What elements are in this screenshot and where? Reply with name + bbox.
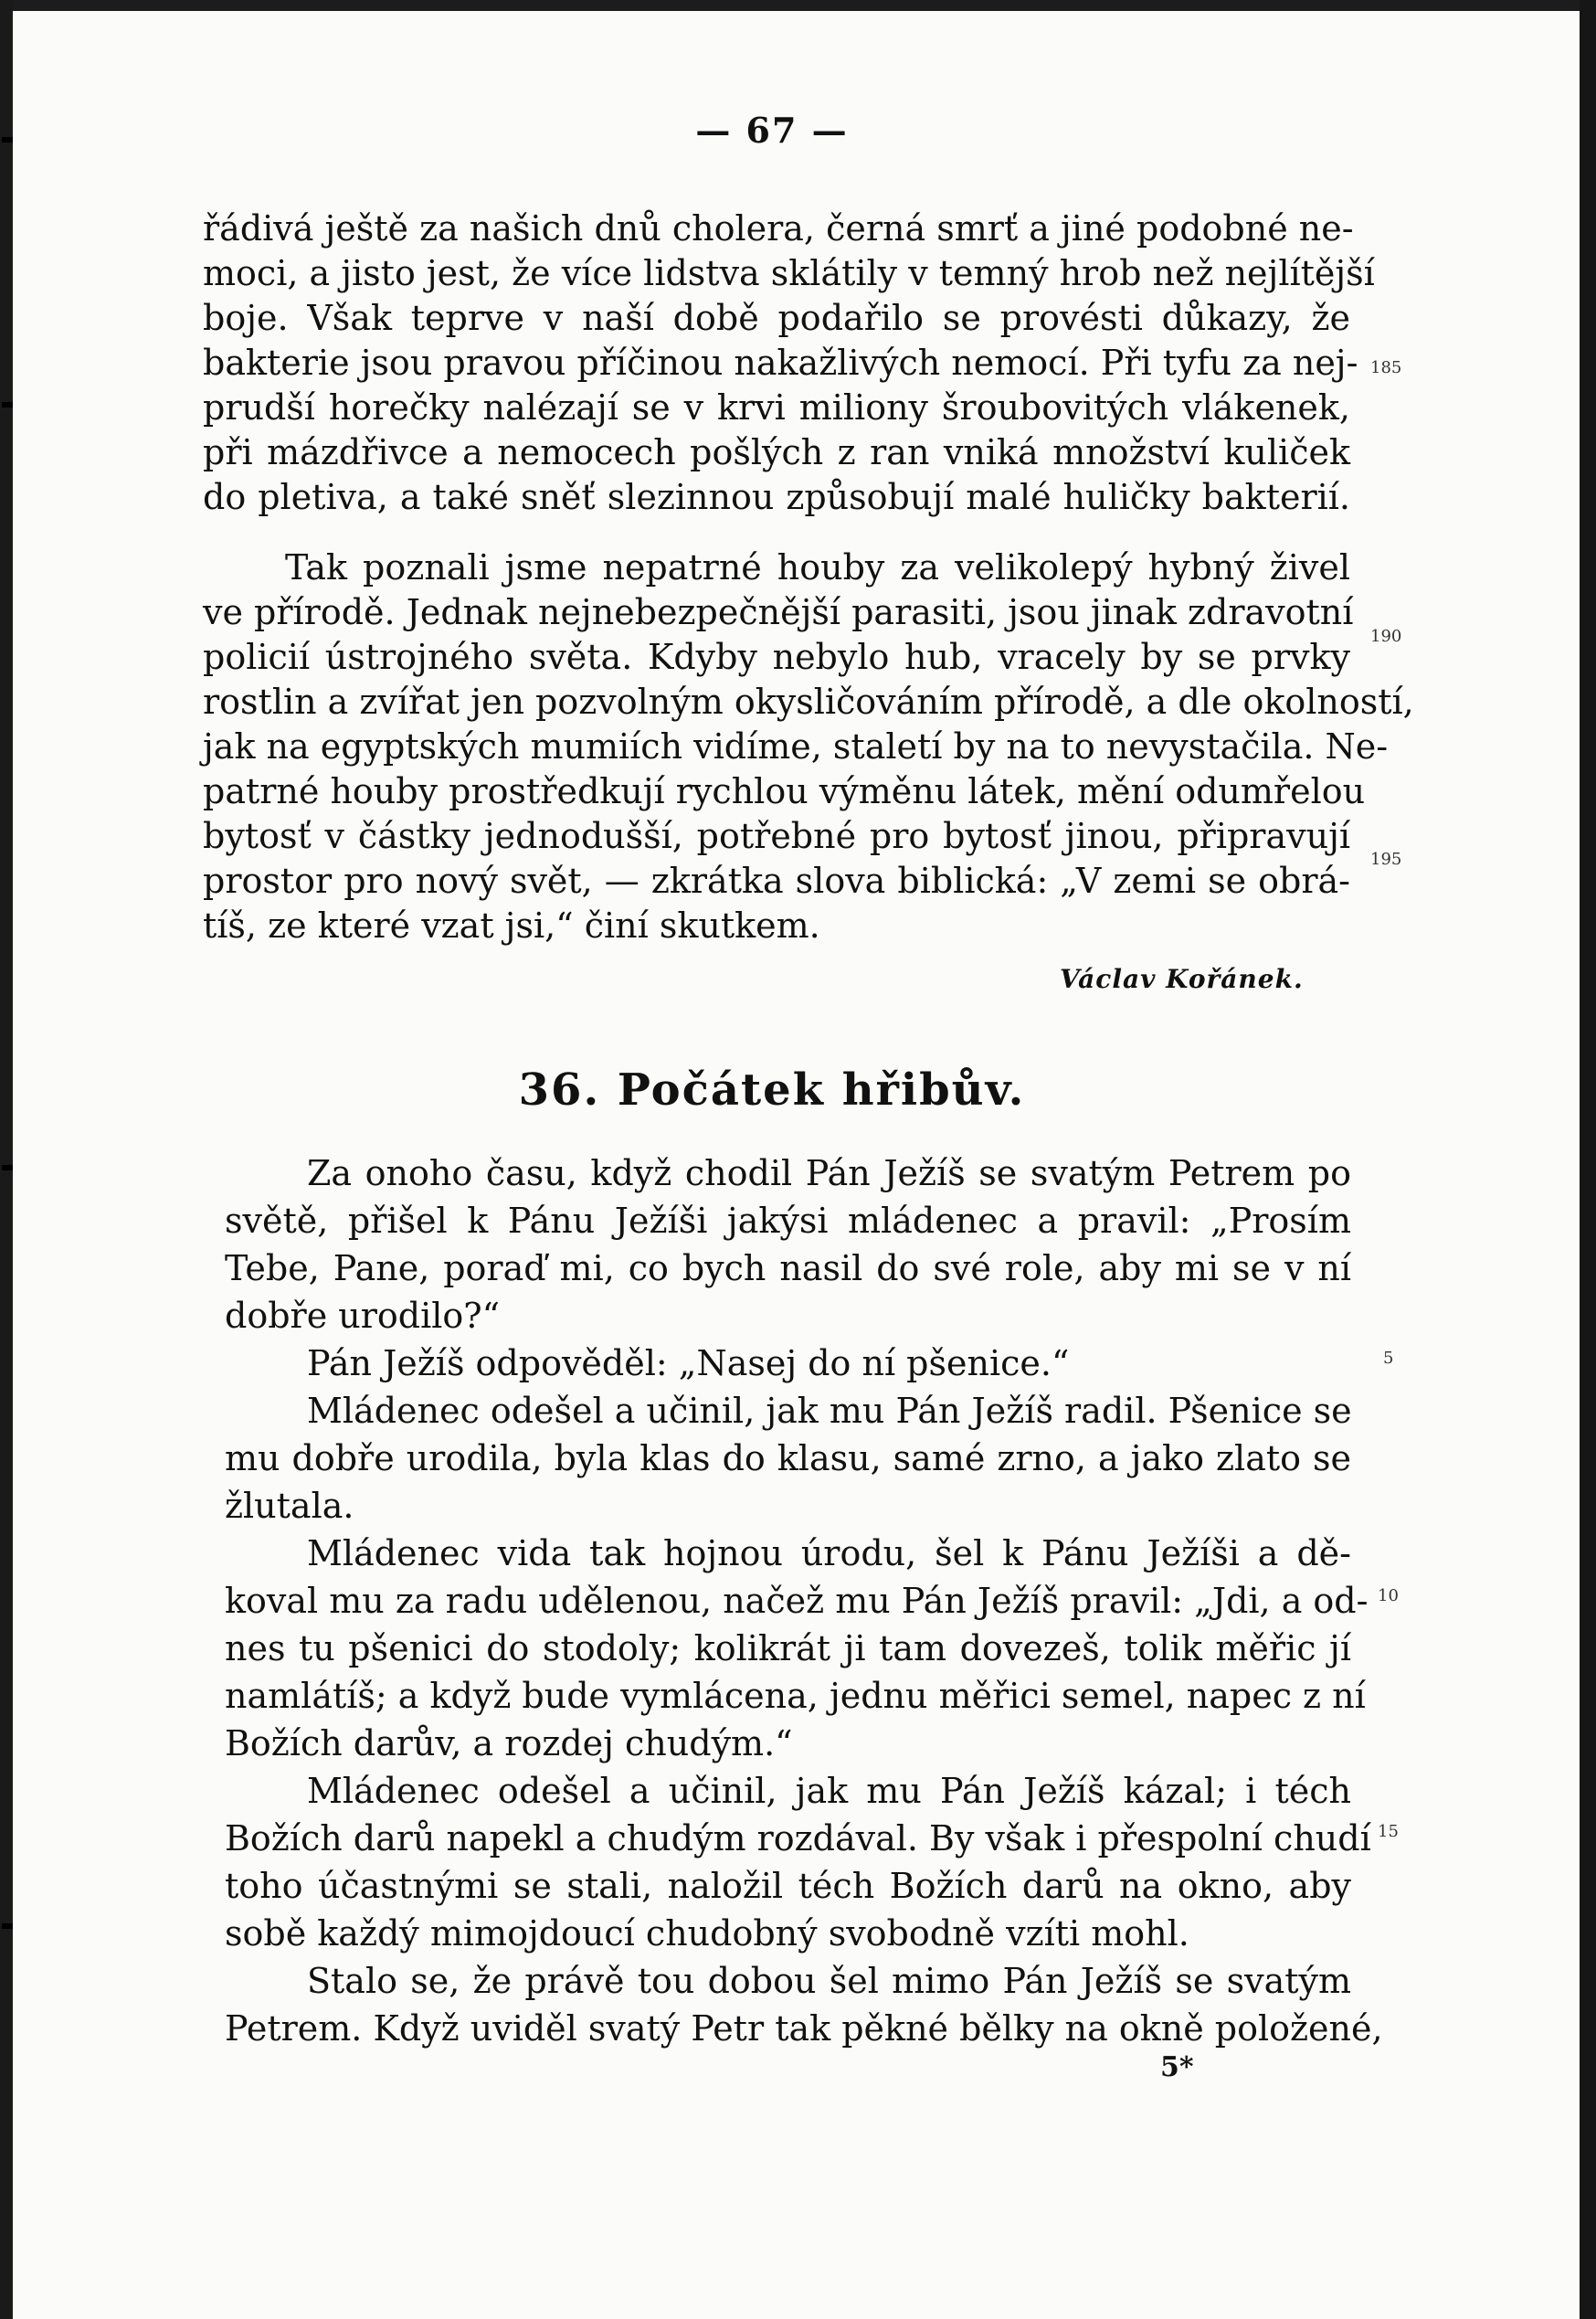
author-signature: Václav Kořánek. <box>1060 964 1304 994</box>
text-line: bakterie jsou pravou příčinou nakažlivých nemocí. Při tyfu za nej- <box>203 343 1358 383</box>
paragraph-5 <box>225 1387 1351 1530</box>
text-line: Stalo se, že právě tou dobou šel mimo Pán Ježíš se svatým <box>307 1961 1351 2001</box>
binding-mark <box>2 402 13 408</box>
text-line: nes tu pšenici do stodoly; kolikrát ji tam dovezeš, tolik měřic jí <box>225 1628 1351 1668</box>
text-line: žlutala. <box>225 1486 354 1526</box>
scan-border-right <box>1580 0 1596 2319</box>
chapter-title: 36. Počátek hřibův. <box>518 1064 1026 1116</box>
text-line: Za onoho času, když chodil Pán Ježíš se svatým Petrem po <box>307 1153 1351 1193</box>
text-line: ve přírodě. Jednak nejnebezpečnější parasiti, jsou jinak zdravotní <box>203 592 1354 632</box>
text-line: jak na egyptských mumiích vidíme, staletí by na to nevystačila. Ne- <box>203 726 1389 767</box>
scan-border-left <box>0 0 13 2319</box>
binding-mark <box>2 1165 13 1170</box>
line-number: 190 <box>1370 627 1402 646</box>
text-line: Božích darů napekl a chudým rozdával. By však i přespolní chudí <box>225 1818 1371 1858</box>
text-line: dobře urodilo?“ <box>225 1296 501 1336</box>
line-number: 5 <box>1383 1349 1394 1368</box>
binding-mark <box>2 1923 13 1929</box>
text-line: sobě každý mimojdoucí chudobný svobodně vzíti mohl. <box>225 1913 1189 1954</box>
text-line: boje. Však teprve v naší době podařilo se provésti důkazy, že <box>203 298 1350 338</box>
text-line: Petrem. Když uviděl svatý Petr tak pěkné bělky na okně položené, <box>225 2008 1383 2049</box>
paragraph-4 <box>225 1340 1351 1387</box>
text-line: tíš, ze které vzat jsi,“ činí skutkem. <box>203 905 820 946</box>
text-line: při mázdřivce a nemocech pošlých z ran vniká množství kuliček <box>203 432 1350 472</box>
paragraph-1 <box>203 206 1375 520</box>
text-line: řádivá ještě za našich dnů cholera, černá smrť a jiné podobné ne- <box>203 208 1354 249</box>
line-number: 10 <box>1378 1586 1399 1605</box>
text-line: do pletiva, a také sněť slezinnou způsobují malé huličky bakterií. <box>203 477 1350 517</box>
text-line: patrné houby prostředkují rychlou výměnu látek, mění odumřelou <box>203 771 1366 811</box>
line-number: 195 <box>1370 850 1402 869</box>
text-line: rostlin a zvířat jen pozvolným okysličováním přírodě, a dle okolností, <box>203 682 1414 722</box>
text-line: policií ústrojného světa. Kdyby nebylo hub, vracely by se prvky <box>203 637 1350 677</box>
text-line: namlátíš; a když bude vymlácena, jednu měřici semel, napec z ní <box>225 1676 1366 1716</box>
text-line: Pán Ježíš odpověděl: „Nasej do ní pšenice.“ <box>307 1343 1070 1383</box>
text-line: toho účastnými se stali, naložil téch Božích darů na okno, aby <box>225 1866 1351 1906</box>
line-number: 15 <box>1378 1822 1399 1841</box>
text-line: Mládenec odešel a učinil, jak mu Pán Ježíš radil. Pšenice se <box>307 1391 1352 1431</box>
text-line: prudší horečky nalézají se v krvi miliony šroubovitých vlákenek, <box>203 387 1350 428</box>
text-line: moci, a jisto jest, že více lidstva sklátily v temný hrob než nejlítější <box>203 253 1375 293</box>
text-line: Tak poznali jsme nepatrné houby za velikolepý hybný živel <box>285 547 1350 588</box>
text-line: Tebe, Pane, poraď mi, co bych nasil do své role, aby mi se v ní <box>225 1248 1351 1288</box>
text-line: Mládenec vida tak hojnou úrodu, šel k Pánu Ježíši a dě- <box>307 1533 1351 1573</box>
text-line: koval mu za radu udělenou, načež mu Pán Ježíš pravil: „Jdi, a od- <box>225 1581 1369 1621</box>
paragraph-3 <box>225 1149 1351 1340</box>
printer-signature-mark: 5* <box>1160 2051 1194 2083</box>
text-line: Mládenec odešel a učinil, jak mu Pán Ježíš kázal; i téch <box>307 1771 1351 1811</box>
text-line: světě, přišel k Pánu Ježíši jakýsi mládenec a pravil: „Prosím <box>225 1201 1351 1241</box>
text-line: bytosť v částky jednodušší, potřebné pro bytosť jinou, připravují <box>203 816 1350 856</box>
text-line: prostor pro nový svět, — zkrátka slova biblická: „V zemi se obrá- <box>203 861 1350 901</box>
line-number: 185 <box>1370 358 1402 377</box>
text-line: Božích darův, a rozdej chudým.“ <box>225 1723 793 1763</box>
paragraph-7 <box>225 1767 1371 1957</box>
paragraph-6 <box>225 1530 1369 1767</box>
paragraph-8 <box>225 1957 1383 2052</box>
text-line: mu dobře urodila, byla klas do klasu, samé zrno, a jako zlato se <box>225 1438 1351 1478</box>
scan-border-top <box>0 0 1596 11</box>
page-number: — 67 — <box>695 110 849 151</box>
